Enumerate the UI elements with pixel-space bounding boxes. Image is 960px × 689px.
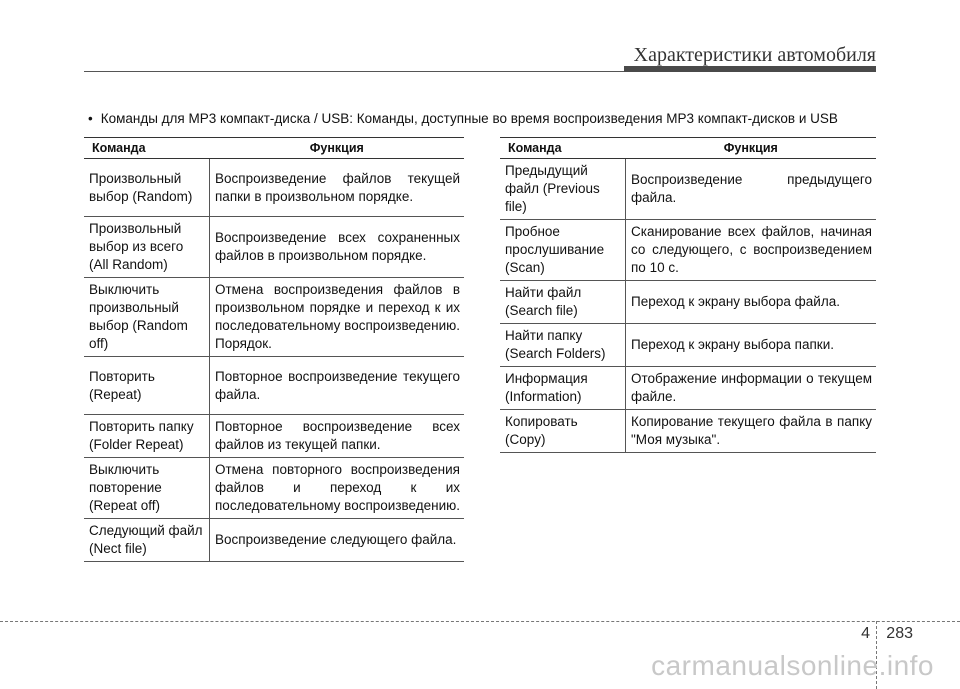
command-cell: Выключить повторение (Repeat off) <box>84 458 210 519</box>
command-cell: Копировать (Copy) <box>500 410 626 453</box>
header-rule-accent <box>624 66 876 72</box>
command-cell: Произвольный выбор (Random) <box>84 159 210 217</box>
command-cell: Предыдущий файл (Previous file) <box>500 159 626 220</box>
function-cell: Воспроизведение следующего файла. <box>210 519 465 562</box>
function-cell: Переход к экрану выбора папки. <box>626 324 877 367</box>
commands-table-left <box>84 137 464 562</box>
table-row <box>500 367 876 410</box>
column-header-function: Функция <box>626 138 877 159</box>
table-row <box>84 415 464 458</box>
command-cell: Следующий файл (Nect file) <box>84 519 210 562</box>
footer-divider <box>0 621 960 622</box>
command-cell: Информация (Information) <box>500 367 626 410</box>
chapter-number: 4 <box>861 625 870 642</box>
table-row <box>84 519 464 562</box>
intro-text <box>88 111 838 126</box>
table-header-row <box>500 138 876 159</box>
column-header-command: Команда <box>500 138 626 159</box>
function-cell: Повторное воспроизведение текущего файла. <box>210 357 465 415</box>
commands-table-right <box>500 137 876 453</box>
command-cell: Выключить произвольный выбор (Random off) <box>84 278 210 357</box>
function-cell: Сканирование всех файлов, начиная со следующего, с воспроизведением по 10 с. <box>626 220 877 281</box>
function-cell: Переход к экрану выбора файла. <box>626 281 877 324</box>
table-row <box>500 220 876 281</box>
function-cell: Отображение информации о текущем файле. <box>626 367 877 410</box>
command-cell: Найти папку (Search Folders) <box>500 324 626 367</box>
table-row <box>500 159 876 220</box>
intro-label: Команды для MP3 компакт-диска / USB: Команды, доступные во время воспроизведения MP3 компакт-дисков и USB <box>100 111 838 126</box>
function-cell: Копирование текущего файла в папку "Моя музыка". <box>626 410 877 453</box>
function-cell: Воспроизведение всех сохраненных файлов в произвольном порядке. <box>210 217 465 278</box>
function-cell: Повторное воспроизведение всех файлов из текущей папки. <box>210 415 465 458</box>
header-rule <box>84 71 624 72</box>
table-row <box>84 357 464 415</box>
function-cell: Воспроизведение предыдущего файла. <box>626 159 877 220</box>
command-cell: Найти файл (Search file) <box>500 281 626 324</box>
function-cell: Воспроизведение файлов текущей папки в произвольном порядке. <box>210 159 465 217</box>
table-row <box>500 410 876 453</box>
command-cell: Произвольный выбор из всего (All Random) <box>84 217 210 278</box>
table-header-row <box>84 138 464 159</box>
bullet-icon: • <box>88 111 93 126</box>
column-header-command: Команда <box>84 138 210 159</box>
table-row <box>500 281 876 324</box>
page-header-title: Характеристики автомобиля <box>633 44 876 66</box>
watermark: carmanualsonline.info <box>651 650 934 681</box>
column-header-function: Функция <box>210 138 465 159</box>
table-row <box>84 217 464 278</box>
function-cell: Отмена воспроизведения файлов в произвольном порядке и переход к их последовательному воспроизведению. Порядок. <box>210 278 465 357</box>
table-row <box>84 458 464 519</box>
table-row <box>84 278 464 357</box>
table-row <box>500 324 876 367</box>
command-cell: Повторить папку (Folder Repeat) <box>84 415 210 458</box>
table-row <box>84 159 464 217</box>
function-cell: Отмена повторного воспроизведения файлов и переход к их последовательному воспроизведению. <box>210 458 465 519</box>
command-cell: Пробное прослушивание (Scan) <box>500 220 626 281</box>
command-cell: Повторить (Repeat) <box>84 357 210 415</box>
page-number: 283 <box>886 625 913 642</box>
